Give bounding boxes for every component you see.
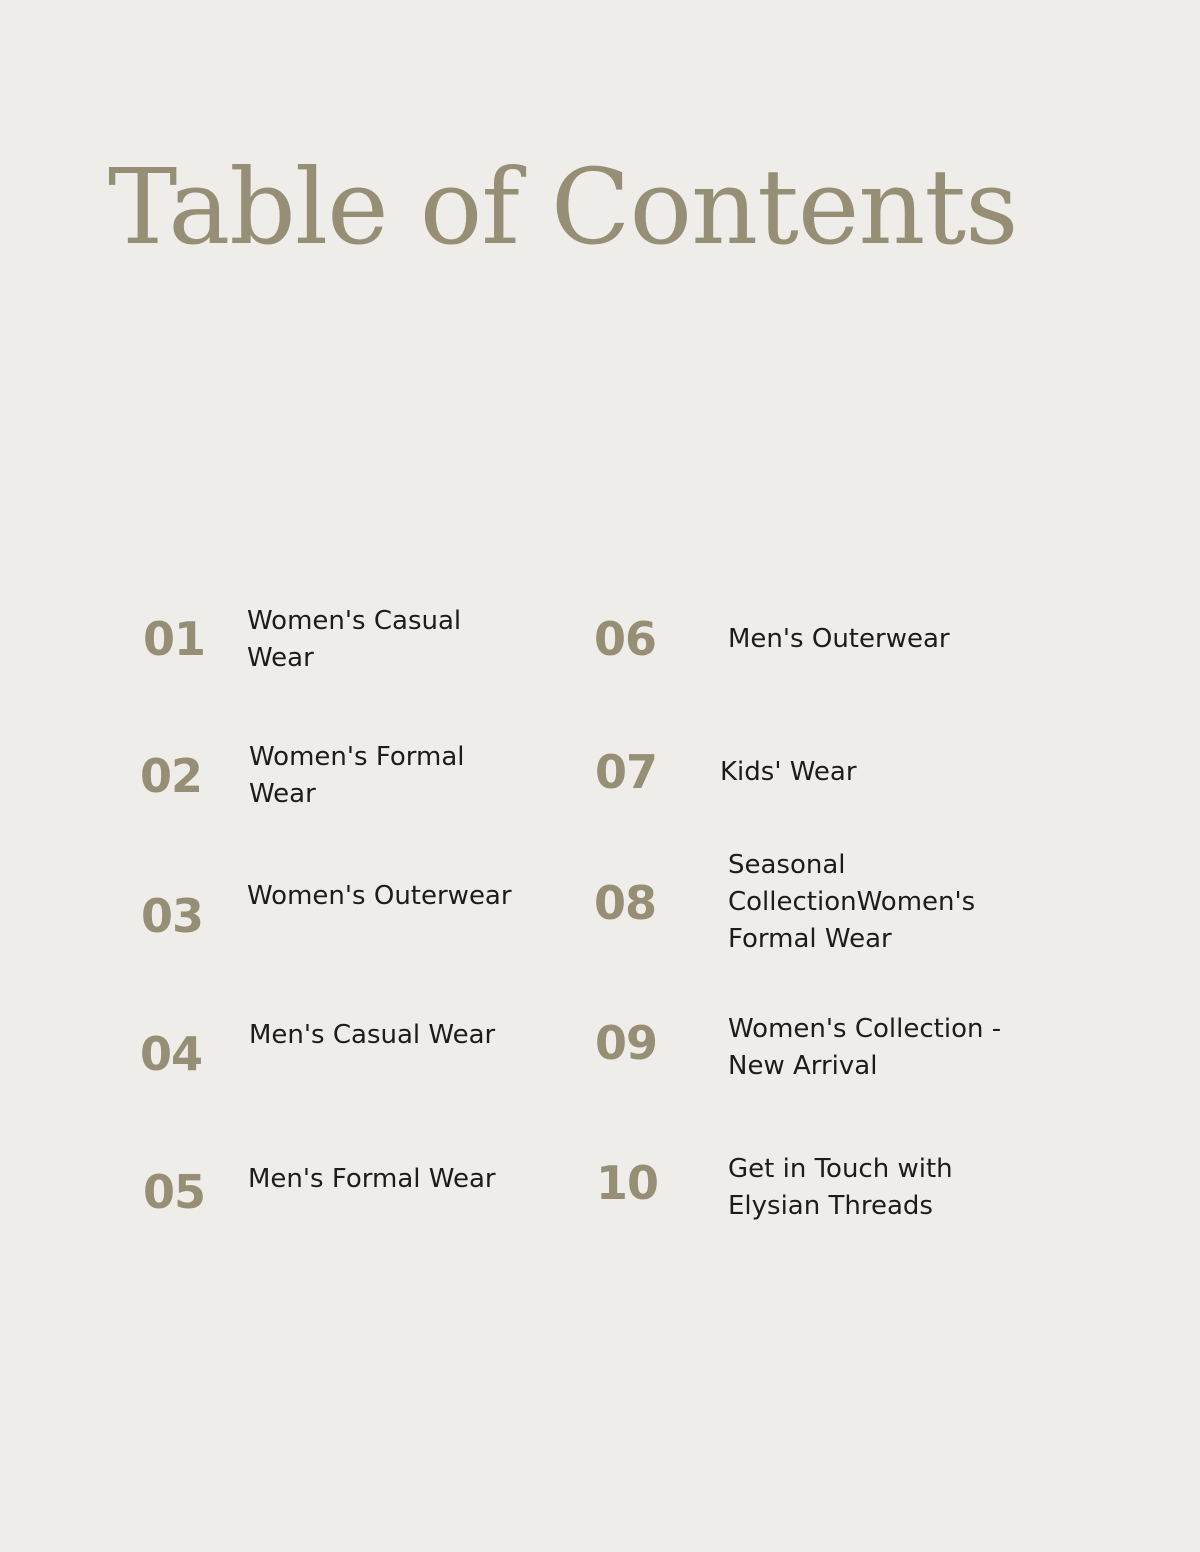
toc-number: 06 [594, 612, 657, 666]
toc-number: 09 [595, 1016, 658, 1070]
toc-label: Get in Touch with Elysian Threads [728, 1154, 953, 1221]
toc-number: 05 [143, 1165, 206, 1219]
toc-number: 02 [140, 749, 203, 803]
toc-number: 08 [594, 876, 657, 930]
toc-label: Men's Outerwear [728, 624, 950, 654]
toc-number: 07 [595, 745, 658, 799]
toc-label: Men's Casual Wear [249, 1020, 496, 1050]
toc-label: Women's Collection - New Arrival [728, 1014, 1002, 1081]
page-title: Table of Contents [108, 146, 1018, 268]
toc-label: Women's Casual Wear [247, 606, 462, 673]
toc-number: 04 [140, 1027, 203, 1081]
toc-number: 10 [596, 1156, 659, 1210]
toc-label: Kids' Wear [720, 757, 857, 787]
toc-label: Men's Formal Wear [248, 1164, 496, 1194]
toc-label: Women's Formal Wear [249, 742, 465, 809]
toc-label: Women's Outerwear [247, 881, 512, 911]
toc-number: 03 [141, 889, 204, 943]
toc-label: Seasonal CollectionWomen's Formal Wear [728, 850, 976, 954]
toc-number: 01 [143, 612, 206, 666]
